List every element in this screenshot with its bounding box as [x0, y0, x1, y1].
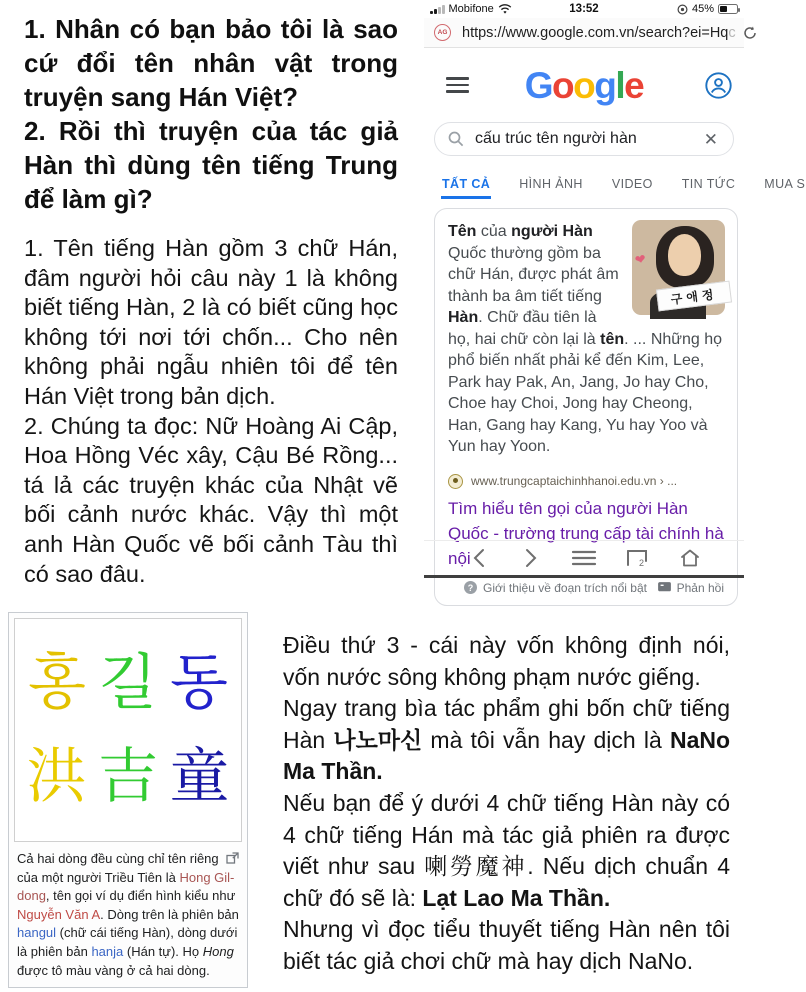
image-caption	[14, 848, 242, 982]
text-segment: 길	[99, 648, 157, 718]
snippet-footer	[448, 581, 724, 595]
text-segment: Nhưng vì đọc tiểu thuyết tiếng Hàn nên tôi biết tác giả chơi chữ mà hay dịch NaNo.	[283, 916, 730, 974]
search-query[interactable]: cấu trúc tên người hàn	[475, 130, 637, 147]
heart-decoration: ❤	[633, 251, 648, 268]
text-segment: e	[624, 65, 644, 106]
feedback[interactable]	[658, 581, 724, 595]
link[interactable]: hangul	[17, 925, 57, 941]
answers-block	[24, 234, 398, 589]
feedback-icon	[658, 582, 671, 593]
text-segment: o	[552, 65, 574, 106]
text-segment: 나노마신	[333, 726, 423, 753]
text-segment: (chữ cái tiếng Hàn), dòng dưới là phiên bản	[17, 925, 238, 959]
source-url[interactable]: www.trungcaptaichinhhanoi.edu.vn › ...	[471, 474, 678, 488]
text-segment: g	[594, 65, 616, 106]
paragraph-3	[283, 788, 730, 914]
battery-icon	[718, 4, 738, 14]
svg-text:2: 2	[638, 557, 644, 568]
text-segment: . Dòng trên là phiên bản	[100, 906, 239, 922]
text-segment: 童	[169, 742, 230, 812]
paragraph-1	[283, 630, 730, 693]
clock-label: 13:52	[569, 3, 599, 15]
about-snippet[interactable]	[464, 581, 647, 595]
text-segment: Cả hai dòng đều cùng chỉ tên riêng của một người Triều Tiên là	[17, 851, 219, 885]
hong-gildong-image	[14, 618, 242, 842]
hanja-row	[15, 742, 241, 812]
clear-search-icon[interactable]: ✕	[703, 129, 718, 149]
result-source-row[interactable]	[448, 474, 724, 489]
home-button[interactable]	[673, 543, 707, 573]
text-segment: Lạt Lao Ma Thần.	[422, 884, 611, 911]
wikipedia-thumb	[8, 612, 248, 988]
text-segment: NaNo Ma Thần.	[283, 726, 731, 785]
link[interactable]: Nguyễn Văn A	[17, 906, 101, 922]
caption-text	[17, 851, 239, 978]
snippet-photo[interactable]	[632, 220, 725, 315]
forward-button[interactable]	[514, 543, 548, 573]
text-segment: 洪	[26, 742, 87, 812]
text-segment: Hàn	[448, 309, 479, 326]
search-icon	[448, 131, 464, 147]
phone-screenshot	[424, 0, 806, 595]
tab-switcher-button[interactable]	[620, 543, 654, 573]
text-segment: 동	[169, 648, 228, 718]
tab-images[interactable]: HÌNH ẢNH	[519, 177, 583, 191]
site-badge-icon: AG	[434, 24, 451, 41]
text-segment: Tên	[448, 223, 477, 240]
tab-video[interactable]: VIDEO	[611, 177, 653, 191]
text-segment: 홍	[28, 648, 86, 718]
refresh-icon[interactable]	[742, 25, 758, 41]
questions-block	[24, 12, 398, 216]
text-segment: của	[476, 223, 512, 240]
photo-face	[668, 234, 701, 276]
account-avatar-icon[interactable]	[705, 72, 732, 99]
browser-nav-bar	[424, 540, 744, 574]
link[interactable]: Hong Gil-dong	[17, 869, 235, 904]
question-2: 2. Rồi thì truyện của tác giả Hàn thì dùng tên tiếng Trung để làm gì?	[24, 116, 398, 214]
question-1: 1. Nhân có bạn bảo tôi là sao cứ đổi tên nhân vật trong truyện sang Hán Việt?	[24, 14, 398, 112]
back-button[interactable]	[461, 543, 495, 573]
browser-url-bar[interactable]	[424, 18, 744, 48]
text-segment: G	[524, 65, 553, 106]
paragraph-4	[283, 914, 730, 977]
result-title-link[interactable]: Tìm hiểu tên gọi của người Hàn Quốc - trường trung cấp tài chính hà nội	[448, 498, 724, 568]
google-header	[424, 58, 744, 112]
text-segment: Hong	[202, 943, 234, 959]
carrier-label: Mobifone	[448, 3, 494, 15]
text-segment: . ... Những họ phổ biến nhất phải kể đến Kim, Lee, Park hay Pak, An, Jang, Jo hay Cho, Choe hay Choi, Jong hay Cheong, Han, Gang hay Kang, Yu hay Yoo và Yun hay Yoon.	[448, 330, 723, 455]
help-icon: ?	[464, 581, 477, 594]
search-box[interactable]	[434, 122, 734, 156]
status-bar	[430, 2, 738, 16]
link[interactable]: hanja	[91, 943, 124, 959]
text-segment: o	[573, 65, 595, 106]
answer-1: 1. Tên tiếng Hàn gồm 3 chữ Hán, đâm người hỏi câu này 1 là không biết tiếng Hàn, 2 là có biết cũng học không tới nơi tới chốn... Cho nên không phải ngẫu nhiên tôi để tên Hán Việt trong bản dịch.	[24, 235, 398, 409]
google-logo	[424, 66, 744, 106]
text-segment: người Hàn	[511, 223, 593, 240]
tab-news[interactable]: TIN TỨC	[681, 177, 736, 191]
feedback-label: Phản hồi	[676, 580, 724, 595]
text-segment: l	[615, 65, 625, 106]
text-segment: Ngay trang bìa tác phẩm ghi bốn chữ tiếng Hàn	[283, 695, 730, 753]
site-favicon-icon	[448, 474, 463, 489]
tab-shopping[interactable]: MUA S	[764, 177, 806, 191]
result-tabs	[424, 167, 806, 199]
battery-percent-label: 45%	[691, 3, 714, 15]
text-segment: mà tôi vẫn hay dịch là	[422, 726, 670, 753]
external-link-icon[interactable]	[226, 852, 239, 864]
text-segment: , tên gọi ví dụ điển hình kiểu như	[45, 888, 236, 904]
text-segment: 吉	[98, 742, 158, 812]
photo-name-sign: 구애정	[656, 281, 732, 312]
screenshot-bottom-edge	[424, 575, 744, 578]
right-article	[283, 630, 730, 978]
paragraph-2	[283, 693, 730, 788]
text-segment: được tô màu vàng ở cả hai dòng.	[17, 962, 210, 978]
hangul-row	[15, 648, 241, 718]
text-segment: (Hán tự). Họ	[123, 943, 203, 959]
text-segment: Quốc thường gồm ba chữ Hán, được phát âm thành ba âm tiết tiếng	[448, 244, 619, 305]
text-segment: . Chữ đầu tiên là họ, hai chữ còn lại là	[448, 309, 601, 348]
url-text[interactable]: https://www.google.com.vn/search?ei=Hqc	[462, 24, 736, 41]
answer-2: 2. Chúng ta đọc: Nữ Hoàng Ai Cập, Hoa Hồng Véc xây, Cậu Bé Rồng... tá lả các truyện khác của Nhật vẽ bối cảnh nước khác. Vậy thì một anh Hàn Quốc vẽ bối cảnh Tàu thì có sao đâu.	[24, 412, 398, 587]
text-segment: tên	[600, 330, 625, 348]
about-label: Giới thiệu về đoạn trích nổi bật	[483, 580, 647, 595]
tab-all[interactable]: TẤT CẢ	[441, 170, 491, 199]
text-segment: Nếu bạn để ý dưới 4 chữ tiếng Hàn này có 4 chữ tiếng Hán mà tác giả phiên ra được viết như sau 喇勞魔神. Nếu dịch chuẩn 4 chữ đó sẽ là:	[283, 789, 730, 911]
text-segment: Điều thứ 3 - cái này vốn không định nói, vốn nước sông không phạm nước giếng.	[283, 632, 730, 690]
menu-button[interactable]	[567, 543, 601, 573]
